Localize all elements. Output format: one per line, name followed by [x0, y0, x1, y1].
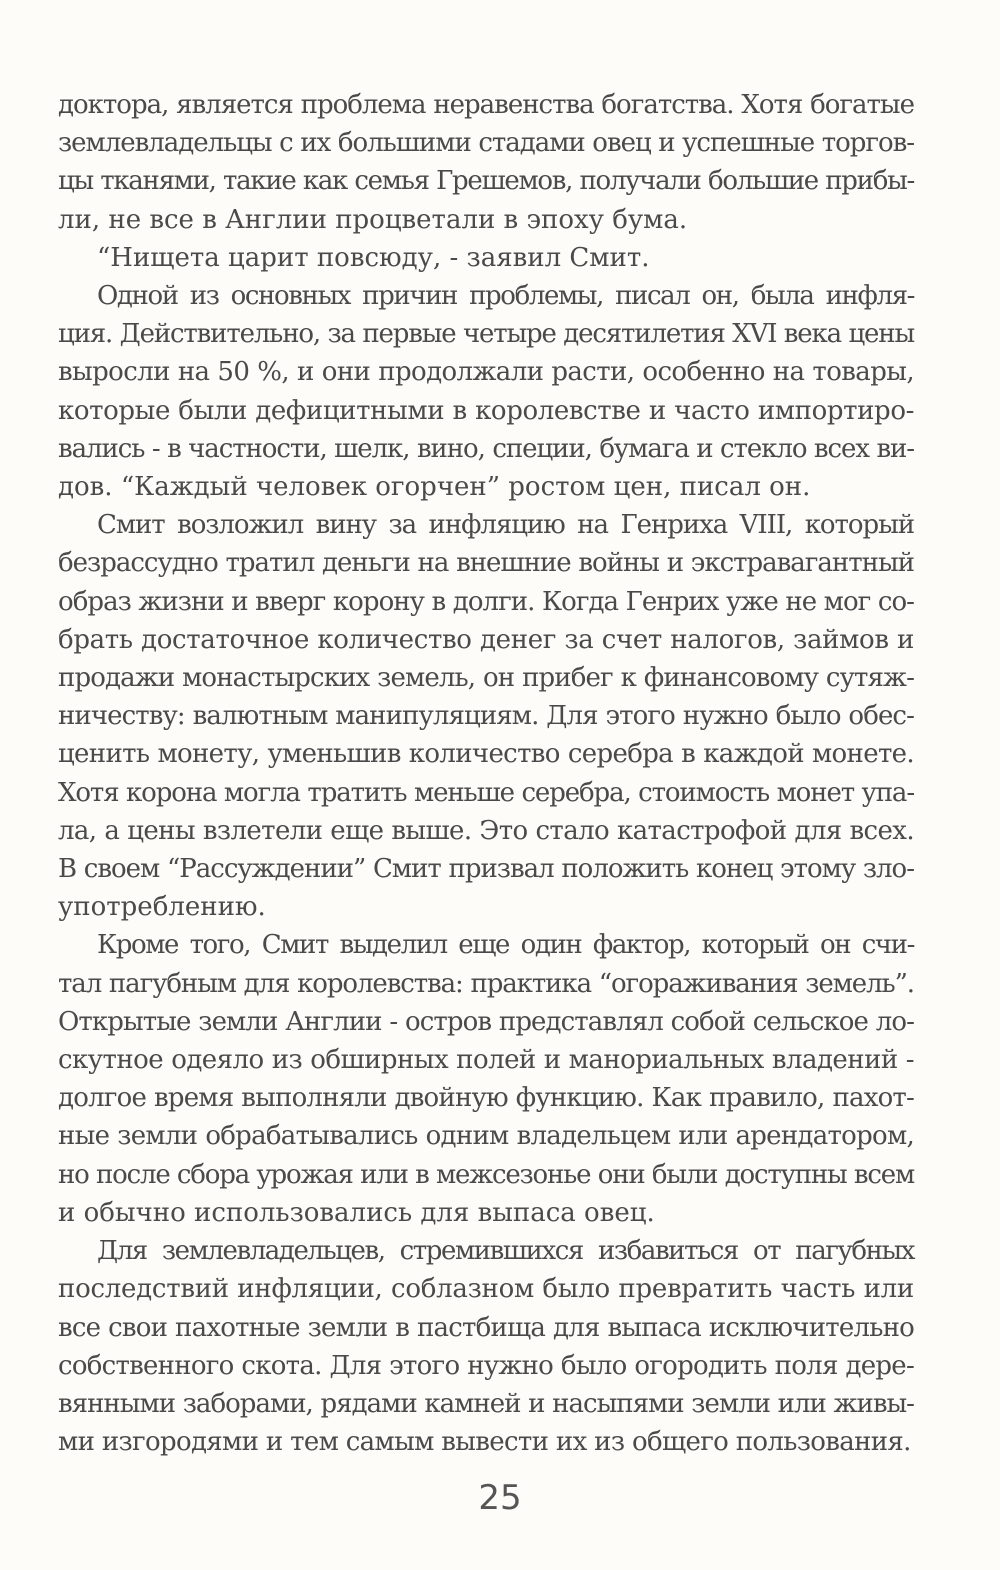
paragraph [58, 1232, 914, 1461]
text-line: Открытые земли Англии - остров представлял собой сельское ло- [58, 1006, 914, 1037]
text-line: долгое время выполняли двойную функцию. Как правило, пахот- [58, 1083, 914, 1114]
text-line: землевладельцы с их большими стадами овец и успешные торгов- [58, 128, 914, 159]
text-line: употреблению. [58, 892, 266, 923]
paragraph [58, 926, 914, 1232]
text-line: Кроме того, Смит выделил еще один фактор, который он счи- [97, 930, 914, 961]
text-line: выросли на 50 %, и они продолжали расти, особенно на товары, [58, 357, 914, 388]
text-line: вянными заборами, рядами камней и насыпями земли или живы- [58, 1388, 914, 1419]
paragraph [58, 277, 914, 506]
text-line: продажи монастырских земель, он прибег к финансовому сутяж- [58, 663, 914, 694]
text-line: вались - в частности, шелк, вино, специи, бумага и стекло всех ви- [58, 433, 914, 464]
text-line: которые были дефицитными в королевстве и часто импортиро- [58, 395, 914, 426]
text-line: брать достаточное количество денег за счет налогов, займов и [58, 624, 914, 655]
text-line: безрассудно тратил деньги на внешние войны и экстравагантный [58, 548, 914, 579]
text-line: собственного скота. Для этого нужно было огородить поля дере- [58, 1350, 914, 1381]
text-line: ничеству: валютным манипуляциям. Для этого нужно было обес- [58, 701, 914, 732]
text-line: дов. “Каждый человек огорчен” ростом цен, писал он. [58, 472, 811, 503]
text-line: но после сбора урожая или в межсезонье они были доступны всем [58, 1159, 914, 1190]
text-line: тал пагубным для королевства: практика “огораживания земель”. [58, 968, 914, 999]
paragraph [58, 86, 914, 239]
text-line: Одной из основных причин проблемы, писал он, была инфля- [97, 281, 914, 312]
text-line: Смит возложил вину за инфляцию на Генриха VIII, который [97, 510, 914, 541]
text-line: Хотя корона могла тратить меньше серебра, стоимость монет упа- [58, 777, 914, 808]
text-line: В своем “Рассуждении” Смит призвал положить конец этому зло- [58, 854, 914, 885]
text-line: ми изгородями и тем самым вывести их из общего пользования. [58, 1427, 911, 1458]
text-line: ные земли обрабатывались одним владельцем или арендатором, [58, 1121, 914, 1152]
paragraph [58, 239, 914, 277]
text-line: доктора, является проблема неравенства богатства. Хотя богатые [58, 90, 914, 120]
page-number: 25 [478, 1478, 522, 1518]
text-line: ла, а цены взлетели еще выше. Это стало катастрофой для всех. [58, 815, 914, 846]
text-line: ли, не все в Англии процветали в эпоху бума. [58, 204, 688, 235]
body-text [58, 86, 914, 1461]
text-line: ция. Действительно, за первые четыре десятилетия XVI века цены [58, 319, 914, 350]
text-line: последствий инфляции, соблазном было превратить часть или [58, 1274, 914, 1305]
text-line: скутное одеяло из обширных полей и манориальных владений - [58, 1045, 914, 1076]
text-line: “Нищета царит повсюду, - заявил Смит. [97, 242, 650, 273]
paragraph [58, 506, 914, 926]
text-line: цы тканями, такие как семья Грешемов, получали большие прибы- [58, 166, 914, 197]
text-line: образ жизни и вверг корону в долги. Когда Генрих уже не мог со- [58, 586, 914, 617]
text-line: все свои пахотные земли в пастбища для выпаса исключительно [58, 1312, 914, 1343]
text-line: и обычно использовались для выпаса овец. [58, 1197, 655, 1228]
text-line: ценить монету, уменьшив количество серебра в каждой монете. [58, 739, 914, 770]
text-line: Для землевладельцев, стремившихся избавиться от пагубных [97, 1236, 914, 1267]
